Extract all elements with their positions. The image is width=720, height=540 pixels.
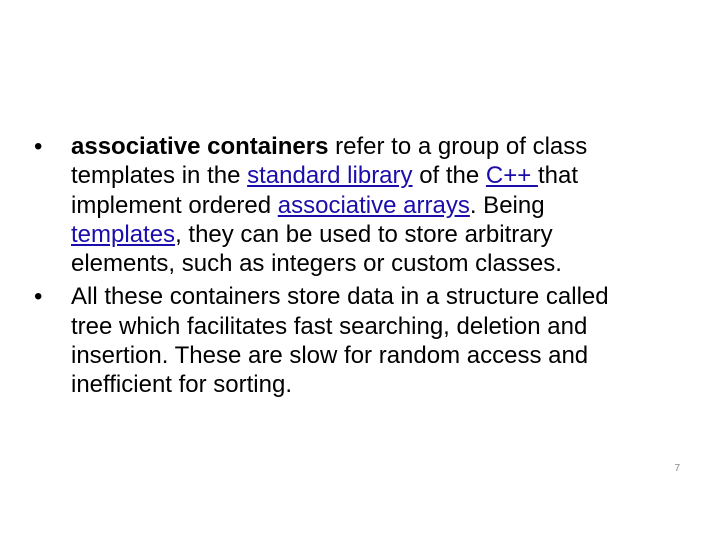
link-associative-arrays[interactable]: associative arrays <box>277 191 470 219</box>
bullet-point-icon: • <box>34 133 43 160</box>
bullet-text-segment: . Being <box>469 191 545 219</box>
link-cpp[interactable]: C++ <box>485 162 538 190</box>
bullet-item-associative-containers <box>34 132 654 278</box>
bullet-text-segment: , they can be used to store arbitrary elements, such as integers or custom classes. <box>71 220 562 278</box>
page-number: 7 <box>674 463 680 474</box>
bullet-item-tree-structure <box>34 282 654 399</box>
bullet-text-segment: of the <box>412 162 486 190</box>
bullet-text: All these containers store data in a structure called tree which facilitates fast searching, deletion and insertion. These are slow for random access and inefficient for sorting. <box>71 283 609 399</box>
link-standard-library[interactable]: standard library <box>247 162 413 190</box>
bullet-text-segment: that implement ordered <box>71 162 578 219</box>
link-templates[interactable]: templates <box>71 220 176 248</box>
bullet-text-segment: refer to a group of class templates in the <box>71 133 588 190</box>
term-associative-containers: associative containers <box>71 133 329 160</box>
bullet-list <box>34 132 654 400</box>
bullet-point-icon: • <box>34 283 43 311</box>
